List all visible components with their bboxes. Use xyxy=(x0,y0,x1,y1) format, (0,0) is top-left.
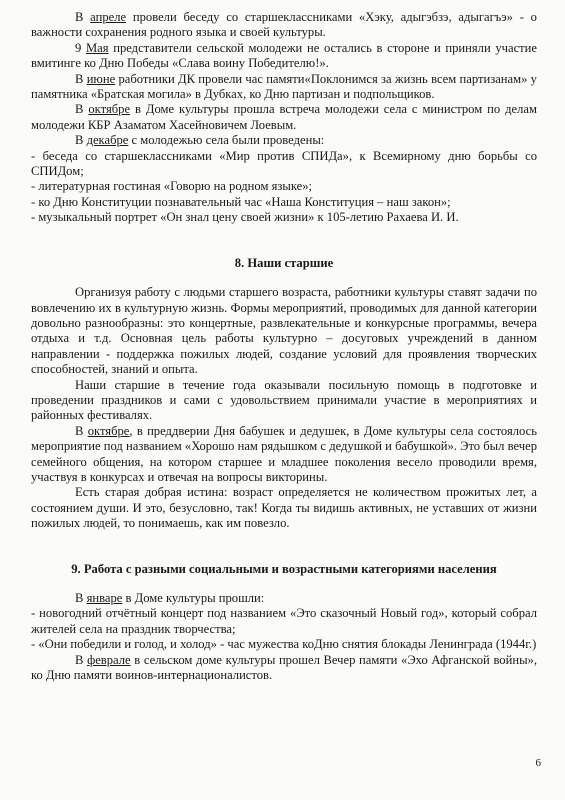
list-item: - литературная гостиная «Говорю на родном языке»; xyxy=(31,179,313,194)
paragraph-elders-intro: Организуя работу с людьми старшего возраста, работники культуры ставят задачи по вовлечению их в культурную жизнь. Формы мероприятий, проводимых для данной категории довольно разнообразны: это концертные, развлекательные и конкурсные программы, вечера отдыха и т.д. Основная цель работы культурно – досуговых учреждений в данном направлении - поддержка пожилых людей, создание условий для проявления творческих способностей, знаний и опыта. xyxy=(31,285,537,377)
paragraph-may xyxy=(31,41,537,72)
list-item: - новогодний отчётный концерт под названием «Это сказочный Новый год», который собрал жителей села на праздник творчества; xyxy=(31,606,537,636)
text-rest: с молодежью села были проведены: xyxy=(128,133,325,148)
text-lead: В xyxy=(75,133,87,148)
paragraph-june xyxy=(31,72,537,103)
text-lead: В xyxy=(75,423,88,438)
text-lead: В xyxy=(75,652,88,667)
month-february: феврале xyxy=(87,652,131,667)
text-rest: в Доме культуры прошли: xyxy=(122,591,265,605)
spacer xyxy=(31,271,537,285)
month-may: Мая xyxy=(85,40,109,55)
list-item: - ко Дню Конституции познавательный час «Наша Конституция – наш закон»; xyxy=(31,194,451,209)
text-lead: В xyxy=(75,102,89,117)
page-number: 6 xyxy=(535,757,541,769)
paragraph-april xyxy=(31,10,537,41)
text-lead: В xyxy=(75,591,87,605)
page-content xyxy=(31,10,537,683)
month-october: октябре xyxy=(87,423,130,438)
month-december: декабре xyxy=(86,133,129,148)
text-rest: в сельском доме культуры прошел Вечер памяти «Эхо Афганской войны», ко Дню памяти воинов-интернационалистов. xyxy=(31,652,537,683)
section-heading-8: 8. Наши старшие xyxy=(234,255,334,270)
paragraph-february xyxy=(31,653,537,684)
paragraph-december xyxy=(31,133,537,148)
paragraph-january xyxy=(31,591,537,606)
text-lead: В xyxy=(75,10,91,24)
paragraph-elders-truth: Есть старая добрая истина: возраст определяется не количеством прожитых лет, а состоянием души. И это, безусловно, так! Когда ты видишь активных, не уставших от жизни пожилых людей, то понимаешь, как им повезло. xyxy=(31,485,537,531)
month-october: октябре xyxy=(88,102,131,117)
section-heading-9: 9. Работа с разными социальными и возрастными категориями населения xyxy=(71,561,497,576)
text-rest: в Доме культуры прошла встреча молодежи села с министром по делам молодежи КБР Азаматом Хасейновичем Лоевым. xyxy=(31,102,537,132)
text-rest: представители сельской молодежи не остались в стороне и приняли участие вмитинге ко Дню Победы «Слава воину Победителю!». xyxy=(31,40,537,71)
list-item: - «Они победили и голод, и холод» - час мужества коДню снятия блокады Ленинграда (1944г.) xyxy=(31,637,537,652)
paragraph-october xyxy=(31,102,537,133)
text-rest: провели беседу со старшеклассниками «Хэку, адыгэбзэ, адыгагъэ» - о важности сохранения родного языка и своей культуры. xyxy=(31,10,537,40)
text-rest: работники ДК провели час памяти«Поклонимся за жизнь всем партизанам» у памятника «Братская могила» в Дубках, ко Дню партизан и подпольщиков. xyxy=(31,71,537,102)
paragraph-elders-help: Наши старшие в течение года оказывали посильную помощь в подготовке и проведении праздников и сами с удовольствием принимали участие в мероприятиях и районных фестивалях. xyxy=(31,377,537,423)
list-item: - музыкальный портрет «Он знал цену своей жизни» к 105-летию Рахаева И. И. xyxy=(31,210,459,225)
list-item: - беседа со старшеклассниками «Мир против СПИДа», к Всемирному дню борьбы со СПИДом; xyxy=(31,148,537,179)
spacer xyxy=(31,577,537,591)
spacer xyxy=(31,532,537,562)
paragraph-elders-october xyxy=(31,424,537,486)
month-january: январе xyxy=(86,591,123,605)
month-april: апреле xyxy=(90,10,127,24)
text-rest: , в преддверии Дня бабушек и дедушек, в Доме культуры села состоялось мероприятие под названием «Хорошо нам рядышком с дедушкой и бабушкой». Это был вечер семейного общения, на котором старшее и младшее поколения весело проводили время, участвуя в конкурсах и отвечая на вопросы викторины. xyxy=(31,423,537,484)
text-lead: В xyxy=(75,71,87,86)
spacer xyxy=(31,226,537,256)
month-june: июне xyxy=(86,71,116,86)
text-lead: 9 xyxy=(75,40,86,55)
